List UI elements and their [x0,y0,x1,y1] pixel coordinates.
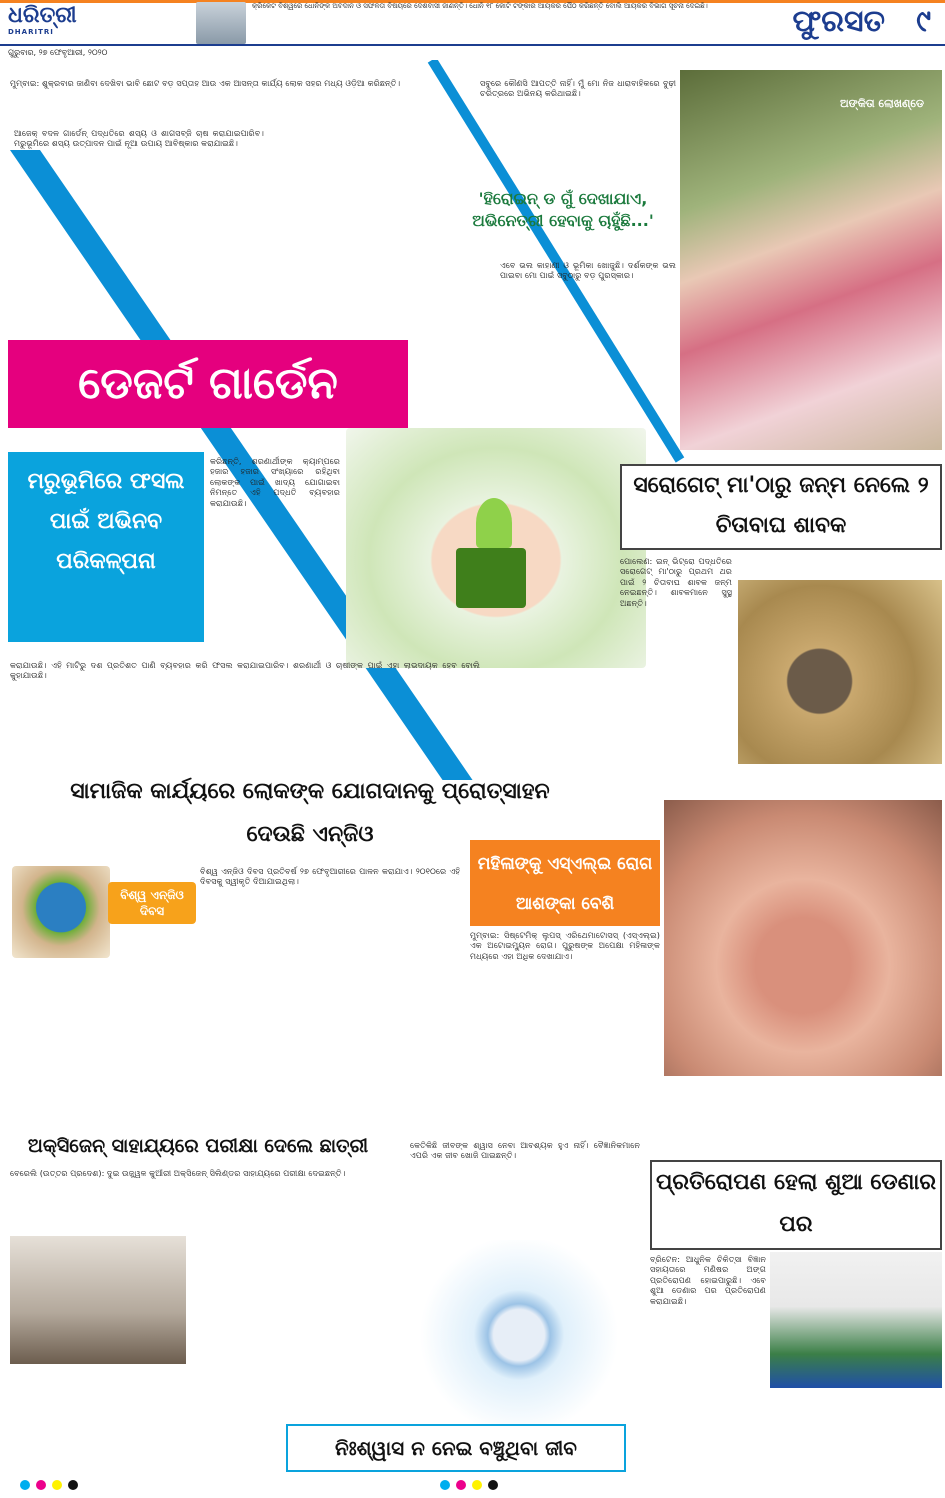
ankita-col1: ସବୁରେ କୌଣସି ଆପତ୍ତି ନାହିଁ। ମୁଁ ମୋ ନିଜ ଧାରାବାହିକରେ ବୁଢ଼ୀ ଚରିତ୍ରରେ ଅଭିନୟ କରିଥାଇଛି। [480,78,676,99]
student-photo [10,1236,186,1364]
cheetah-cubs-photo [738,580,942,764]
desert-col1: ଆଜେକ୍ ବଦଳ ଗାର୍ଡେନ୍ ପଦ୍ଧତିରେ ଶସ୍ୟ ଓ ଶାଗସବ୍ଜି ଚାଷ କରାଯାଇପାରିବ। ମରୁଭୂମିରେ ଶସ୍ୟ ଉତ୍ପାଦନ ପାଇଁ ନୂଆ ଉପାୟ ଆବିଷ୍କାର କରାଯାଇଛି। [14,128,264,149]
logo-subtext: DHARITRI [8,28,54,36]
actress-caption: ଅଙ୍କିତା ଲୋଖଣ୍ଡେ [840,97,924,110]
ankita-quote: 'ହିରୋଇନ୍ ଡ ଗୁଁ ଦେଖାଯାଏ, ଅଭିନେତ୍ରୀ ହେବାକୁ ଚାହୁଁଛି...' [472,189,654,230]
seedling-hands-image [346,428,646,668]
ankita-col2: ଏବେ ଭଲ କାହାଣୀ ଓ ଭୂମିକା ଖୋଜୁଛି। ଦର୍ଶକଙ୍କ ଭଲ ପାଇବା ମୋ ପାଇଁ ସବୁଠାରୁ ବଡ଼ ପୁରସ୍କାର। [500,260,676,281]
sle-tag: ମହିଳାଙ୍କୁ ଏସ୍‌ଏଲ୍‌ଇ ରୋଗ ଆଶଙ୍କା ବେଶି [470,840,660,926]
dateline: ଗୁରୁବାର, ୨୭ ଫେବୃଆରୀ, ୨୦୨୦ [8,48,108,57]
registration-marks-mid [440,1480,498,1490]
soil-cube [456,548,526,608]
ad-photo [196,2,246,44]
transplant-body: ବ୍ରିଟେନ: ଆଧୁନିକ ଚିକିତ୍ସା ବିଜ୍ଞାନ ସହାୟତାରେ ମଣିଷର ଅଙ୍ଗ ପ୍ରତିରୋପଣ ହୋଇପାରୁଛି। ଏବେ ଶୁଆ ଡେଣାର ପର ପ୍ରତିରୋପଣ କରାଯାଇଛି। [650,1254,766,1306]
oxygen-headline: ଅକ୍ସିଜେନ୍ ସାହାଯ୍ୟରେ ପରୀକ୍ଷା ଦେଲେ ଛାତ୍ରୀ [27,1135,369,1157]
desert-body: କରାଯାଉଛି। ଏହି ମାଟିରୁ ଦଶ ପ୍ରତିଶତ ପାଣି ବ୍ୟବହାର କରି ଫସଲ କରାଯାଇପାରିବ। ଶରଣାର୍ଥୀ ଓ ଚାଷୀଙ୍କ ପାଇଁ ଏହା ଲାଭଦାୟକ ହେବ ବୋଲି କୁହାଯାଉଛି। [10,660,480,681]
sle-body: ମୁମ୍ବାଇ: ସିଷ୍ଟେମିକ୍ ଲୁପସ୍ ଏରିଥେମାଟୋସସ୍ (ଏସ୍‌ଏଲ୍‌ଇ) ଏକ ଅଟୋଇମ୍ୟୁନ ରୋଗ। ପୁରୁଷଙ୍କ ଅପେକ୍ଷା ମହିଳାଙ୍କ ମଧ୍ୟରେ ଏହା ଅଧିକ ଦେଖାଯାଏ। [470,930,660,961]
desert-col2: କରିଛନ୍ତି, ଶରଣାର୍ଥୀଙ୍କ କ୍ୟାମ୍ପରେ ହଜାର ହଜାର ସଂଖ୍ୟାରେ ରହିଥିବା ଲୋକଙ୍କ ପାଇଁ ଖାଦ୍ୟ ଯୋଗାଇବା ନିମନ୍ତେ ଏହି ପଦ୍ଧତି ବ୍ୟବହାର କରାଯାଉଛି। [210,456,340,508]
section-title: ଫୁରସତ [792,4,885,39]
masthead-logo [8,4,88,44]
desert-subtitle: ମରୁଭୂମିରେ ଫସଲ ପାଇଁ ଅଭିନବ ପରିକଳ୍ପନା [8,452,204,642]
ngo-body: ବିଶ୍ୱ ଏନ୍‌ଜିଓ ଦିବସ ପ୍ରତିବର୍ଷ ୨୭ ଫେବୃଆରୀରେ ପାଳନ କରାଯାଏ। ୨୦୧୦ରେ ଏହି ଦିବସକୁ ସ୍ୱୀକୃତି ଦିଆଯାଇଥିଲା। [200,866,460,887]
oxygen-body: ବେରେଲି (ଉତ୍ତର ପ୍ରଦେଶ): ଦୁଇ ଉଜ୍ଜ୍ୱଳ କୁଆଁରୀ ଅକ୍ସିଜେନ୍ ସିଲିଣ୍ଡର ସାହାଯ୍ୟରେ ପରୀକ୍ଷା ଦେଇଛନ୍ତି। [10,1168,346,1178]
desert-title: ଡେଜର୍ଟ ଗାର୍ଡେନ [8,340,408,428]
actress-photo [680,70,942,450]
page-number: ୯ [916,4,931,39]
sle-face-photo [664,800,942,1076]
globe-image [12,866,110,958]
microbe-body: କେତିକିଛି ଜୀବଙ୍କ ଶ୍ୱାସ ନେବା ଆବଶ୍ୟକ ହୁଏ ନାହିଁ। ବୈଜ୍ଞାନିକମାନେ ଏପରି ଏକ ଜୀବ ଖୋଜି ପାଇଛନ୍ତି। [410,1140,640,1161]
registration-marks-left [20,1480,78,1490]
parrot-photo [770,1252,942,1388]
cheetah-headline: ସରୋଗେଟ୍ ମା'ଠାରୁ ଜନ୍ମ ନେଲେ ୨ ଚିତାବାଘ ଶାବକ [620,464,942,550]
ad-text: କ୍ରିକେଟ ବିଶ୍ୱରେ ଧୋନିଙ୍କ ଅବଦାନ ଓ ସଫଳତା ବିଷୟରେ ଦେଶବାସୀ ଜାଣନ୍ତି। ଧୋନି ୧୮ କୋଟି ଟଙ୍କାର ଆୟକର ପୈଠ କରିଛନ୍ତି ବୋଲି ଆୟକର ବିଭାଗ ସୂଚନା ଦେଇଛି। [252,2,708,10]
microbe-footer: ନିଃଶ୍ୱାସ ନ ନେଇ ବଞ୍ଚୁଥିବା ଜୀବ [286,1424,626,1472]
microbe-image [414,1240,624,1430]
transplant-headline: ପ୍ରତିରୋପଣ ହେଲା ଶୁଆ ଡେଣାର ପର [650,1160,942,1250]
sprout [476,498,512,548]
desert-intro: ମୁମ୍ବାଇ: ଶୁକ୍ରବାର ଜାଣିବା ଦେଖିବା ଭାବି ଛୋଟ ବଡ଼ ସପ୍ତାହ ଆଉ ଏକ ଆସନ୍ତା କାର୍ଯ୍ୟ ଲୋକ ସହର ମଧ୍ୟ ଓଡ଼ିଆ କରିଛନ୍ତି। [10,78,401,88]
ngo-day-tag: ବିଶ୍ୱ ଏନ୍‌ଜିଓ ଦିବସ [108,882,196,924]
cheetah-body: ପୋଲେଣ: ଇନ୍‌ ଭିଟ୍ରୋ ପଦ୍ଧତିରେ ସରୋଗେଟ୍ ମା'ଠାରୁ ପ୍ରଥମ ଥର ପାଇଁ ୨ ଚିତାବାଘ ଶାବକ ଜନ୍ମ ନେଇଛନ୍ତି। ଶାବକମାନେ ସୁସ୍ଥ ଅଛନ୍ତି। [620,556,732,608]
logo-text: ଧରିତ୍ରୀ [8,3,77,28]
header-divider [0,44,945,46]
ngo-headline: ସାମାଜିକ କାର୍ଯ୍ୟରେ ଲୋକଙ୍କ ଯୋଗଦାନକୁ ପ୍ରୋତ୍ସାହନ ଦେଉଛି ଏନ୍‌ଜିଓ [70,779,550,847]
